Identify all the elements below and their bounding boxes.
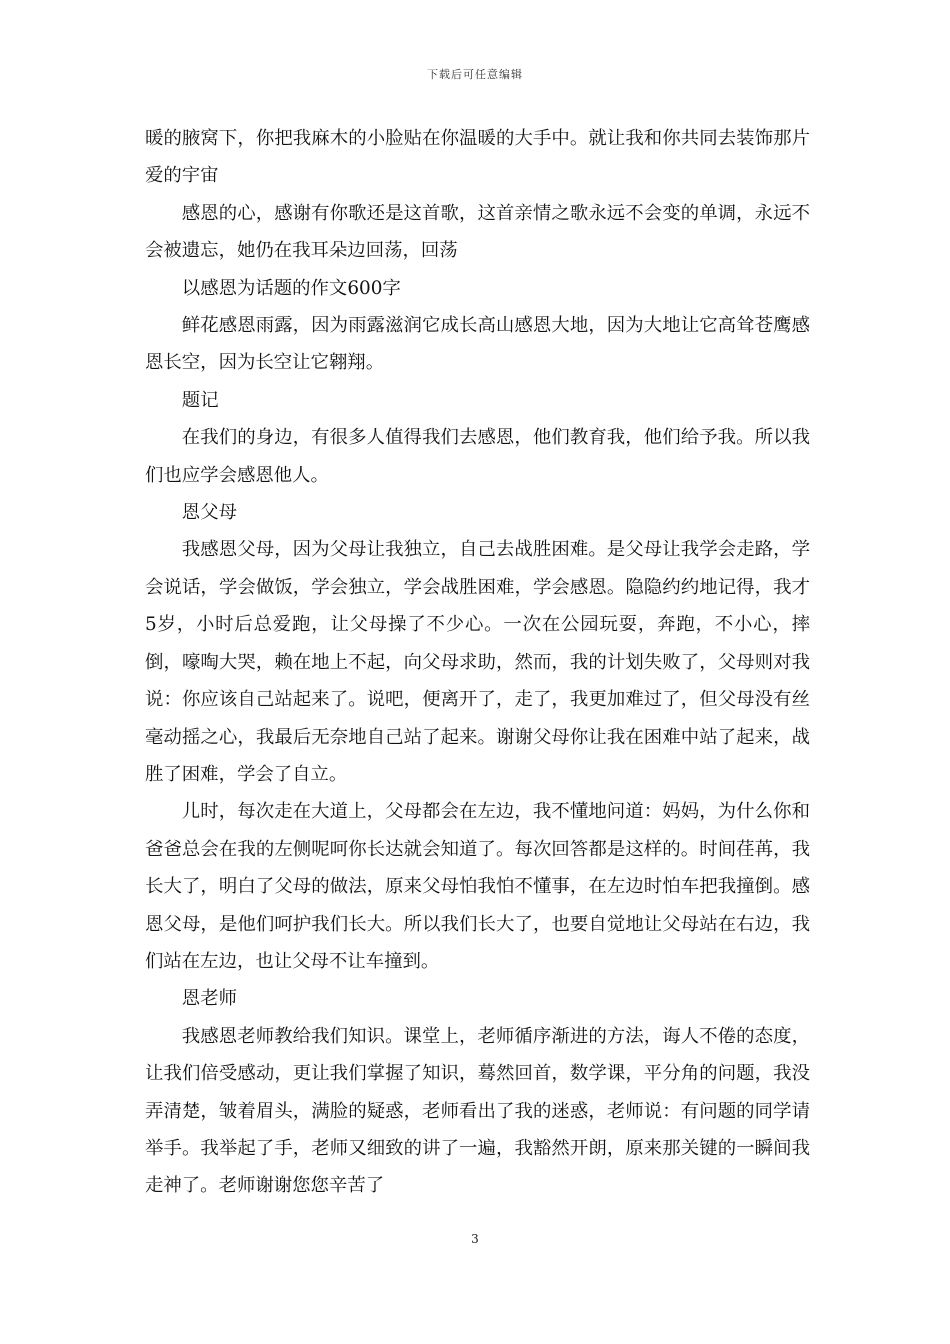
- paragraph-teacher: 我感恩老师教给我们知识。课堂上，老师循序渐进的方法，诲人不倦的态度，让我们倍受感动，更让我们掌握了知识，蓦然回首，数学课，平分角的问题，我没弄清楚，皱着眉头，满脸的疑惑，老师看出了我的迷惑，老师说：有问题的同学请举手。我举起了手，老师又细致的讲了一遍，我豁然开朗，原来那关键的一瞬间我走神了。老师谢谢您您辛苦了: [145, 1025, 810, 1197]
- paragraph-epigraph: 鲜花感恩雨露，因为雨露滋润它成长高山感恩大地，因为大地让它高耸苍鹰感恩长空，因为长空让它翱翔。: [145, 315, 810, 374]
- epigraph-label: 题记: [181, 389, 219, 411]
- section-heading-parents: 恩父母: [181, 502, 237, 524]
- document-body: [145, 120, 810, 1205]
- paragraph-parents-2: 儿时，每次走在大道上，父母都会在左边，我不懂地问道：妈妈，为什么你和爸爸总会在我的左侧呢呵你长达就会知道了。每次回答都是这样的。时间荏苒，我长大了，明白了父母的做法，原来父母怕我怕不懂事，在左边时怕车把我撞倒。感恩父母，是他们呵护我们长大。所以我们长大了，也要自觉地让父母站在右边，我们站在左边，也让父母不让车撞到。: [145, 801, 810, 972]
- paragraph-parents-1: 我感恩父母，因为父母让我独立，自己去战胜困难。是父母让我学会走路，学会说话，学会做饭，学会独立，学会战胜困难，学会感恩。隐隐约约地记得，我才5岁，小时后总爱跑，让父母操了不少心。一次在公园玩耍，奔跑，不小心，摔倒，嚎啕大哭，赖在地上不起，向父母求助，然而，我的计划失败了，父母则对我说：你应该自己站起来了。说吧，便离开了，走了，我更加难过了，但父母没有丝毫动摇之心，我最后无奈地自己站了起来。谢谢父母你让我在困难中站了起来，战胜了困难，学会了自立。: [145, 539, 810, 785]
- paragraph-2: 感恩的心，感谢有你歌还是这首歌，这首亲情之歌永远不会变的单调，永远不会被遗忘，她仍在我耳朵边回荡，回荡: [145, 202, 810, 262]
- page-header-note: 下载后可任意编辑: [427, 68, 523, 81]
- paragraph-intro: 在我们的身边，有很多人值得我们去感恩，他们教育我，他们给予我。所以我们也应学会感恩他人。: [145, 427, 810, 486]
- essay-title: 以感恩为话题的作文600字: [181, 277, 401, 299]
- page-number: 3: [471, 1232, 479, 1246]
- paragraph-1: 暖的腋窝下，你把我麻木的小脸贴在你温暖的大手中。就让我和你共同去装饰那片爱的宇宙: [145, 128, 810, 187]
- section-heading-teacher: 恩老师: [181, 988, 237, 1010]
